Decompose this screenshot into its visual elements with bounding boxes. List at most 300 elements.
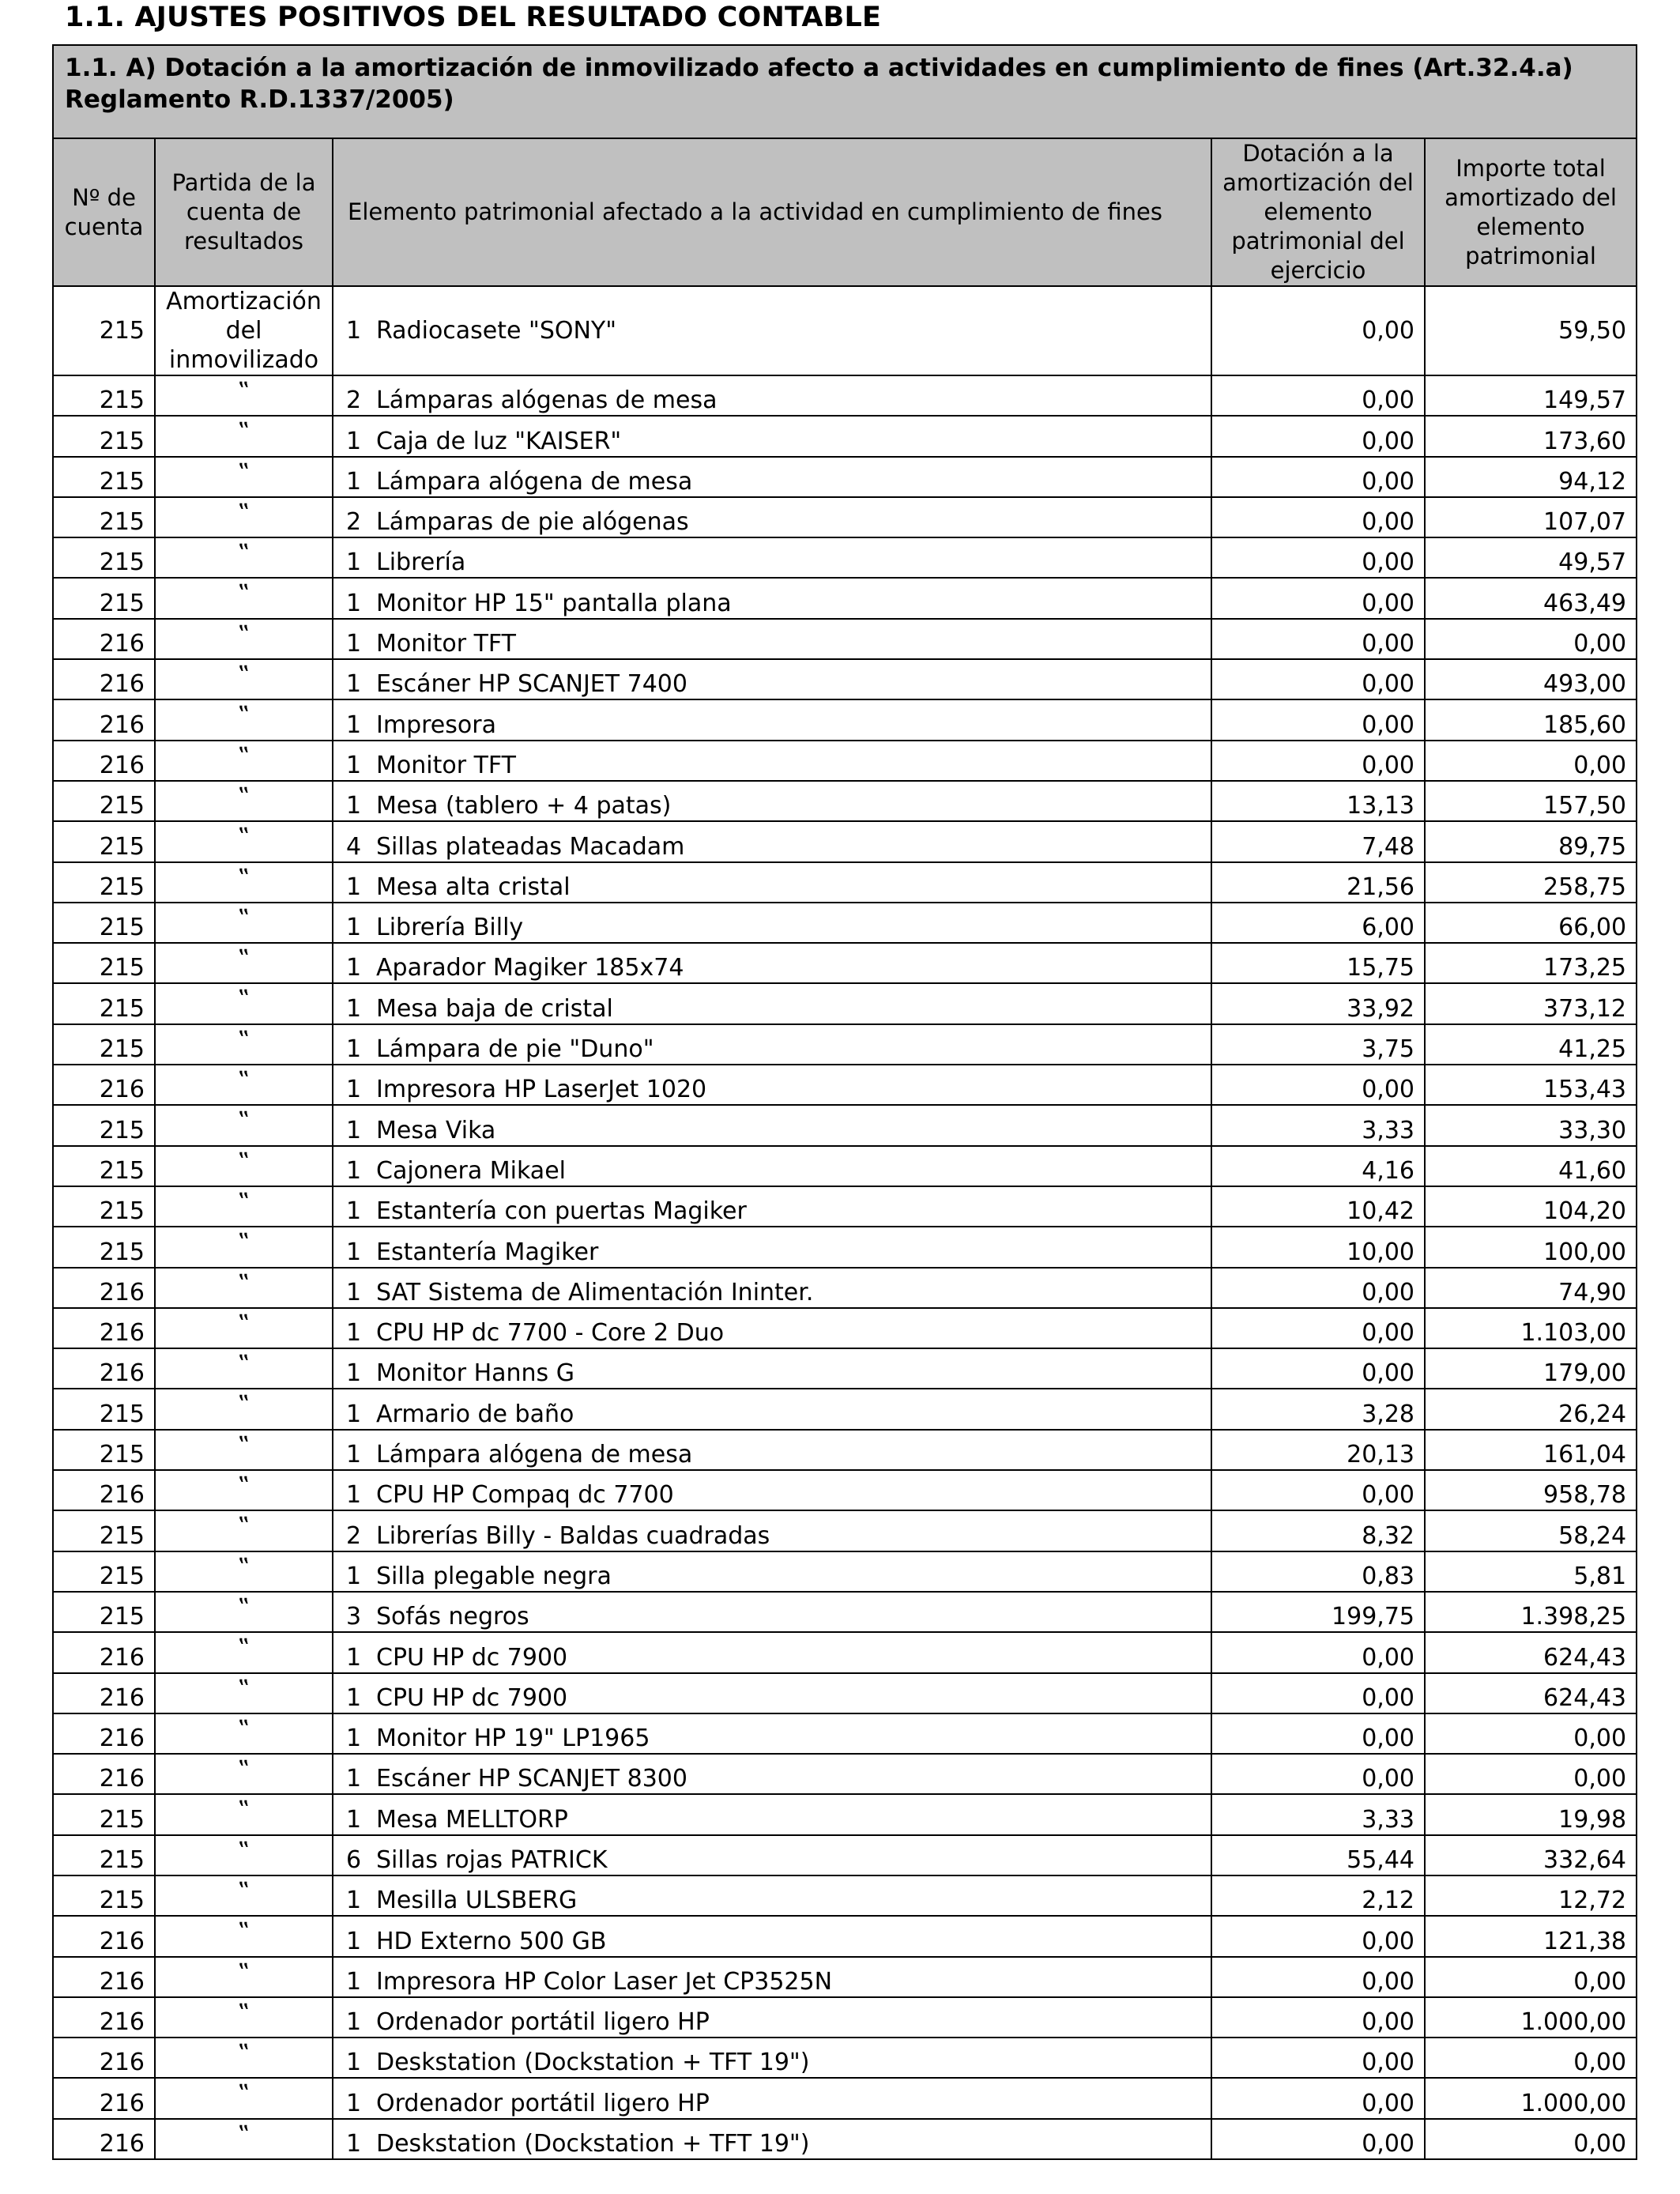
cell-partida: ‟: [155, 1186, 333, 1227]
cell-cuenta: 215: [53, 1551, 155, 1592]
cell-cuenta: 216: [53, 619, 155, 659]
cell-importe: 66,00: [1425, 903, 1637, 943]
table-row: [53, 1105, 1637, 1145]
cell-cuenta: 215: [53, 903, 155, 943]
cell-partida: ‟: [155, 1024, 333, 1065]
cell-importe: 624,43: [1425, 1673, 1637, 1713]
cell-dotacion: 3,33: [1211, 1105, 1425, 1145]
cell-elemento: [333, 983, 1211, 1023]
table-row: [53, 537, 1637, 578]
cell-cantidad: 1: [346, 589, 362, 617]
cell-cantidad: 1: [346, 1562, 362, 1590]
table-row: [53, 862, 1637, 903]
header-dotacion: Dotación a la amortización del elemento patrimonial del ejercicio: [1211, 138, 1425, 286]
table-row: [53, 416, 1637, 456]
cell-cantidad: 3: [346, 1603, 362, 1631]
cell-importe: 49,57: [1425, 537, 1637, 578]
column-header-row: [53, 138, 1637, 286]
cell-dotacion: 15,75: [1211, 943, 1425, 983]
cell-dotacion: 21,56: [1211, 862, 1425, 903]
cell-cuenta: 215: [53, 1592, 155, 1632]
cell-descripcion: Armario de baño: [376, 1400, 574, 1428]
cell-cantidad: 1: [346, 792, 362, 820]
cell-cuenta: 215: [53, 375, 155, 416]
cell-descripcion: Sofás negros: [376, 1603, 529, 1631]
cell-cuenta: 215: [53, 1794, 155, 1834]
cell-importe: 958,78: [1425, 1470, 1637, 1510]
cell-cuenta: 215: [53, 1105, 155, 1145]
cell-partida: ‟: [155, 1470, 333, 1510]
cell-importe: 58,24: [1425, 1510, 1637, 1551]
table-row: [53, 983, 1637, 1023]
cell-dotacion: 0,00: [1211, 1713, 1425, 1754]
cell-elemento: [333, 2078, 1211, 2118]
cell-dotacion: 0,00: [1211, 1754, 1425, 1794]
cell-importe: 0,00: [1425, 619, 1637, 659]
table-row: [53, 1997, 1637, 2038]
cell-dotacion: 0,00: [1211, 1268, 1425, 1308]
cell-importe: 463,49: [1425, 578, 1637, 618]
cell-descripcion: Escáner HP SCANJET 8300: [376, 1765, 687, 1793]
cell-descripcion: Lámparas alógenas de mesa: [376, 386, 718, 415]
cell-dotacion: 0,00: [1211, 2078, 1425, 2118]
table-row: [53, 943, 1637, 983]
cell-cuenta: 215: [53, 983, 155, 1023]
cell-descripcion: Mesa (tablero + 4 patas): [376, 792, 672, 820]
cell-importe: 19,98: [1425, 1794, 1637, 1834]
cell-elemento: [333, 781, 1211, 821]
cell-dotacion: 0,00: [1211, 699, 1425, 740]
cell-partida: ‟: [155, 1510, 333, 1551]
cell-elemento: [333, 1268, 1211, 1308]
cell-dotacion: 4,16: [1211, 1146, 1425, 1186]
table-row: [53, 1065, 1637, 1105]
cell-cuenta: 216: [53, 1997, 155, 2038]
cell-importe: 33,30: [1425, 1105, 1637, 1145]
cell-partida: Amortización del inmovilizado: [155, 286, 333, 375]
table-row: [53, 741, 1637, 781]
cell-cantidad: 1: [346, 1441, 362, 1469]
table-row: [53, 1430, 1637, 1470]
cell-partida: ‟: [155, 497, 333, 537]
cell-partida: ‟: [155, 1754, 333, 1794]
cell-cuenta: 216: [53, 1268, 155, 1308]
cell-importe: 104,20: [1425, 1186, 1637, 1227]
cell-descripcion: CPU HP Compaq dc 7700: [376, 1481, 674, 1510]
table-row: [53, 1673, 1637, 1713]
cell-dotacion: 199,75: [1211, 1592, 1425, 1632]
cell-elemento: [333, 1510, 1211, 1551]
table-row: [53, 1268, 1637, 1308]
cell-importe: 5,81: [1425, 1551, 1637, 1592]
cell-descripcion: Mesa MELLTORP: [376, 1805, 568, 1834]
cell-elemento: [333, 286, 1211, 375]
cell-dotacion: 0,00: [1211, 2119, 1425, 2159]
cell-descripcion: Ordenador portátil ligero HP: [376, 2008, 710, 2037]
cell-dotacion: 3,33: [1211, 1794, 1425, 1834]
cell-partida: ‟: [155, 375, 333, 416]
table-row: [53, 821, 1637, 861]
cell-partida: ‟: [155, 1348, 333, 1389]
cell-cuenta: 216: [53, 1754, 155, 1794]
cell-elemento: [333, 375, 1211, 416]
cell-importe: 121,38: [1425, 1916, 1637, 1956]
cell-elemento: [333, 1957, 1211, 1997]
cell-descripcion: Monitor Hanns G: [376, 1359, 574, 1388]
cell-partida: ‟: [155, 1835, 333, 1875]
cell-cuenta: 215: [53, 821, 155, 861]
cell-dotacion: 8,32: [1211, 1510, 1425, 1551]
cell-cantidad: 1: [346, 1197, 362, 1226]
cell-cuenta: 216: [53, 1348, 155, 1389]
cell-dotacion: 0,00: [1211, 1065, 1425, 1105]
cell-cantidad: 1: [346, 2049, 362, 2077]
cell-dotacion: 10,00: [1211, 1227, 1425, 1267]
cell-descripcion: Ordenador portátil ligero HP: [376, 2089, 710, 2117]
cell-importe: 373,12: [1425, 983, 1637, 1023]
cell-descripcion: Lámpara alógena de mesa: [376, 1441, 693, 1469]
cell-cantidad: 1: [346, 2130, 362, 2158]
cell-cantidad: 1: [346, 1035, 362, 1064]
cell-cuenta: 215: [53, 1389, 155, 1429]
cell-dotacion: 0,00: [1211, 286, 1425, 375]
cell-cantidad: 1: [346, 1967, 362, 1996]
cell-descripcion: Mesa alta cristal: [376, 873, 571, 901]
cell-elemento: [333, 1430, 1211, 1470]
cell-partida: ‟: [155, 1227, 333, 1267]
cell-importe: 0,00: [1425, 1754, 1637, 1794]
table-row: [53, 1875, 1637, 1916]
table-row: [53, 903, 1637, 943]
cell-descripcion: Sillas plateadas Macadam: [376, 832, 685, 861]
cell-descripcion: Monitor HP 19" LP1965: [376, 1725, 650, 1753]
header-elemento: Elemento patrimonial afectado a la actividad en cumplimiento de fines: [333, 138, 1211, 286]
table-row: [53, 1592, 1637, 1632]
cell-descripcion: Estantería con puertas Magiker: [376, 1197, 747, 1226]
cell-descripcion: Deskstation (Dockstation + TFT 19"): [376, 2049, 810, 2077]
cell-descripcion: Aparador Magiker 185x74: [376, 954, 684, 982]
cell-dotacion: 0,00: [1211, 375, 1425, 416]
cell-importe: 493,00: [1425, 659, 1637, 699]
cell-dotacion: 6,00: [1211, 903, 1425, 943]
cell-cuenta: 215: [53, 1510, 155, 1551]
cell-cuenta: 215: [53, 1146, 155, 1186]
table-row: [53, 2119, 1637, 2159]
cell-cuenta: 215: [53, 416, 155, 456]
cell-importe: 179,00: [1425, 1348, 1637, 1389]
cell-elemento: [333, 821, 1211, 861]
table-row: [53, 286, 1637, 375]
cell-partida: ‟: [155, 821, 333, 861]
cell-elemento: [333, 1875, 1211, 1916]
cell-partida: ‟: [155, 903, 333, 943]
cell-cuenta: 215: [53, 1835, 155, 1875]
cell-dotacion: 0,00: [1211, 1308, 1425, 1348]
cell-cuenta: 216: [53, 2078, 155, 2118]
cell-cantidad: 1: [346, 1238, 362, 1266]
amortization-table: [52, 44, 1637, 2160]
cell-elemento: [333, 578, 1211, 618]
cell-cuenta: 215: [53, 781, 155, 821]
cell-dotacion: 0,00: [1211, 1632, 1425, 1672]
cell-partida: ‟: [155, 862, 333, 903]
cell-partida: ‟: [155, 1105, 333, 1145]
header-importe: Importe total amortizado del elemento patrimonial: [1425, 138, 1637, 286]
cell-partida: ‟: [155, 2038, 333, 2078]
cell-cuenta: 216: [53, 1308, 155, 1348]
cell-cuenta: 215: [53, 286, 155, 375]
cell-cuenta: 216: [53, 1470, 155, 1510]
cell-descripcion: CPU HP dc 7700 - Core 2 Duo: [376, 1319, 725, 1348]
cell-cantidad: 1: [346, 467, 362, 496]
cell-cantidad: 1: [346, 427, 362, 455]
cell-cuenta: 216: [53, 741, 155, 781]
cell-cantidad: 1: [346, 316, 362, 345]
cell-cuenta: 216: [53, 2119, 155, 2159]
cell-cantidad: 2: [346, 386, 362, 415]
cell-importe: 107,07: [1425, 497, 1637, 537]
cell-partida: ‟: [155, 1308, 333, 1348]
cell-partida: ‟: [155, 1794, 333, 1834]
table-row: [53, 619, 1637, 659]
cell-cantidad: 1: [346, 1481, 362, 1510]
cell-descripcion: SAT Sistema de Alimentación Ininter.: [376, 1278, 814, 1306]
table-row: [53, 699, 1637, 740]
cell-partida: ‟: [155, 1146, 333, 1186]
cell-importe: 59,50: [1425, 286, 1637, 375]
cell-elemento: [333, 1186, 1211, 1227]
cell-descripcion: Mesa Vika: [376, 1116, 496, 1144]
table-row: [53, 457, 1637, 497]
cell-cantidad: 1: [346, 630, 362, 658]
cell-dotacion: 0,00: [1211, 1673, 1425, 1713]
cell-descripcion: Mesa baja de cristal: [376, 994, 613, 1023]
cell-cantidad: 1: [346, 873, 362, 901]
cell-cantidad: 1: [346, 1359, 362, 1388]
cell-cuenta: 215: [53, 457, 155, 497]
cell-partida: ‟: [155, 416, 333, 456]
cell-dotacion: 2,12: [1211, 1875, 1425, 1916]
cell-descripcion: Cajonera Mikael: [376, 1156, 566, 1185]
cell-elemento: [333, 1146, 1211, 1186]
cell-elemento: [333, 1632, 1211, 1672]
cell-importe: 1.000,00: [1425, 1997, 1637, 2038]
cell-cuenta: 215: [53, 537, 155, 578]
cell-importe: 332,64: [1425, 1835, 1637, 1875]
cell-partida: ‟: [155, 2119, 333, 2159]
cell-cantidad: 1: [346, 914, 362, 942]
cell-descripcion: Monitor HP 15" pantalla plana: [376, 589, 732, 617]
cell-elemento: [333, 699, 1211, 740]
cell-dotacion: 20,13: [1211, 1430, 1425, 1470]
cell-cantidad: 1: [346, 1805, 362, 1834]
table-row: [53, 1551, 1637, 1592]
cell-descripcion: Escáner HP SCANJET 7400: [376, 670, 687, 699]
cell-descripcion: Monitor TFT: [376, 630, 516, 658]
cell-importe: 1.000,00: [1425, 2078, 1637, 2118]
cell-cuenta: 215: [53, 1024, 155, 1065]
cell-cuenta: 215: [53, 1875, 155, 1916]
table-row: [53, 1835, 1637, 1875]
table-row: [53, 1389, 1637, 1429]
table-row: [53, 1146, 1637, 1186]
cell-cantidad: 1: [346, 751, 362, 779]
cell-elemento: [333, 741, 1211, 781]
cell-cantidad: 1: [346, 711, 362, 739]
cell-partida: ‟: [155, 1592, 333, 1632]
cell-dotacion: 0,00: [1211, 1348, 1425, 1389]
cell-dotacion: 3,28: [1211, 1389, 1425, 1429]
cell-importe: 173,25: [1425, 943, 1637, 983]
header-cuenta: Nº de cuenta: [53, 138, 155, 286]
cell-importe: 153,43: [1425, 1065, 1637, 1105]
section-header-row: [53, 45, 1637, 138]
cell-cantidad: 1: [346, 1076, 362, 1104]
cell-descripcion: Estantería Magiker: [376, 1238, 599, 1266]
cell-partida: ‟: [155, 1713, 333, 1754]
cell-descripcion: Lámpara alógena de mesa: [376, 467, 693, 496]
cell-partida: ‟: [155, 699, 333, 740]
cell-cuenta: 215: [53, 578, 155, 618]
cell-partida: ‟: [155, 1268, 333, 1308]
table-row: [53, 1632, 1637, 1672]
header-partida: Partida de la cuenta de resultados: [155, 138, 333, 286]
cell-cantidad: 2: [346, 1521, 362, 1550]
cell-elemento: [333, 659, 1211, 699]
cell-cantidad: 1: [346, 548, 362, 577]
cell-dotacion: 0,00: [1211, 1957, 1425, 1997]
cell-descripcion: Librerías Billy - Baldas cuadradas: [376, 1521, 770, 1550]
cell-dotacion: 0,00: [1211, 497, 1425, 537]
cell-cantidad: 1: [346, 2008, 362, 2037]
cell-dotacion: 10,42: [1211, 1186, 1425, 1227]
cell-cuenta: 216: [53, 1916, 155, 1956]
cell-partida: ‟: [155, 943, 333, 983]
cell-partida: ‟: [155, 1957, 333, 1997]
table-row: [53, 1348, 1637, 1389]
cell-cuenta: 216: [53, 2038, 155, 2078]
cell-partida: ‟: [155, 537, 333, 578]
cell-descripcion: Lámpara de pie "Duno": [376, 1035, 654, 1064]
cell-elemento: [333, 1592, 1211, 1632]
cell-elemento: [333, 943, 1211, 983]
cell-cantidad: 1: [346, 1156, 362, 1185]
cell-partida: ‟: [155, 1875, 333, 1916]
cell-dotacion: 0,00: [1211, 1916, 1425, 1956]
cell-importe: 74,90: [1425, 1268, 1637, 1308]
cell-cuenta: 216: [53, 1713, 155, 1754]
cell-partida: ‟: [155, 1673, 333, 1713]
cell-cuenta: 215: [53, 1227, 155, 1267]
cell-descripcion: Librería Billy: [376, 914, 524, 942]
cell-dotacion: 0,00: [1211, 2038, 1425, 2078]
cell-elemento: [333, 2119, 1211, 2159]
cell-cantidad: 1: [346, 1116, 362, 1144]
cell-importe: 100,00: [1425, 1227, 1637, 1267]
cell-cantidad: 1: [346, 1643, 362, 1672]
table-row: [53, 2078, 1637, 2118]
cell-partida: ‟: [155, 1389, 333, 1429]
cell-partida: ‟: [155, 1065, 333, 1105]
table-row: [53, 659, 1637, 699]
cell-descripcion: CPU HP dc 7900: [376, 1643, 568, 1672]
cell-importe: 624,43: [1425, 1632, 1637, 1672]
cell-dotacion: 0,00: [1211, 1997, 1425, 2038]
cell-elemento: [333, 2038, 1211, 2078]
cell-elemento: [333, 1835, 1211, 1875]
table-row: [53, 2038, 1637, 2078]
cell-elemento: [333, 1673, 1211, 1713]
cell-dotacion: 33,92: [1211, 983, 1425, 1023]
table-row: [53, 1713, 1637, 1754]
cell-cuenta: 216: [53, 1632, 155, 1672]
cell-partida: ‟: [155, 659, 333, 699]
cell-elemento: [333, 1713, 1211, 1754]
cell-elemento: [333, 457, 1211, 497]
table-row: [53, 1916, 1637, 1956]
cell-importe: 0,00: [1425, 741, 1637, 781]
cell-cantidad: 1: [346, 994, 362, 1023]
cell-partida: ‟: [155, 1916, 333, 1956]
cell-partida: ‟: [155, 619, 333, 659]
cell-elemento: [333, 1227, 1211, 1267]
cell-elemento: [333, 1348, 1211, 1389]
cell-cantidad: 1: [346, 1400, 362, 1428]
table-row: [53, 1794, 1637, 1834]
cell-dotacion: 3,75: [1211, 1024, 1425, 1065]
cell-cantidad: 1: [346, 670, 362, 699]
cell-dotacion: 7,48: [1211, 821, 1425, 861]
table-body: [53, 286, 1637, 2159]
cell-elemento: [333, 1470, 1211, 1510]
cell-partida: ‟: [155, 1430, 333, 1470]
cell-cantidad: 2: [346, 508, 362, 537]
cell-cantidad: 6: [346, 1845, 362, 1874]
cell-cuenta: 216: [53, 659, 155, 699]
cell-descripcion: Deskstation (Dockstation + TFT 19"): [376, 2130, 810, 2158]
cell-dotacion: 0,83: [1211, 1551, 1425, 1592]
cell-elemento: [333, 1916, 1211, 1956]
cell-importe: 0,00: [1425, 2038, 1637, 2078]
cell-elemento: [333, 1997, 1211, 2038]
cell-dotacion: 0,00: [1211, 741, 1425, 781]
cell-descripcion: Lámparas de pie alógenas: [376, 508, 689, 537]
cell-dotacion: 0,00: [1211, 416, 1425, 456]
cell-importe: 0,00: [1425, 2119, 1637, 2159]
cell-partida: ‟: [155, 457, 333, 497]
cell-dotacion: 0,00: [1211, 619, 1425, 659]
cell-descripcion: Silla plegable negra: [376, 1562, 612, 1590]
cell-cantidad: 1: [346, 1927, 362, 1955]
cell-importe: 12,72: [1425, 1875, 1637, 1916]
cell-descripcion: Impresora HP LaserJet 1020: [376, 1076, 707, 1104]
cell-elemento: [333, 537, 1211, 578]
cell-cantidad: 1: [346, 2089, 362, 2117]
cell-elemento: [333, 1308, 1211, 1348]
cell-elemento: [333, 862, 1211, 903]
cell-dotacion: 0,00: [1211, 1470, 1425, 1510]
cell-cantidad: 1: [346, 1278, 362, 1306]
cell-importe: 1.398,25: [1425, 1592, 1637, 1632]
cell-elemento: [333, 1389, 1211, 1429]
cell-partida: ‟: [155, 781, 333, 821]
cell-importe: 0,00: [1425, 1957, 1637, 1997]
cell-partida: ‟: [155, 1632, 333, 1672]
table-row: [53, 1957, 1637, 1997]
cell-importe: 26,24: [1425, 1389, 1637, 1429]
cell-cuenta: 215: [53, 943, 155, 983]
table-row: [53, 781, 1637, 821]
